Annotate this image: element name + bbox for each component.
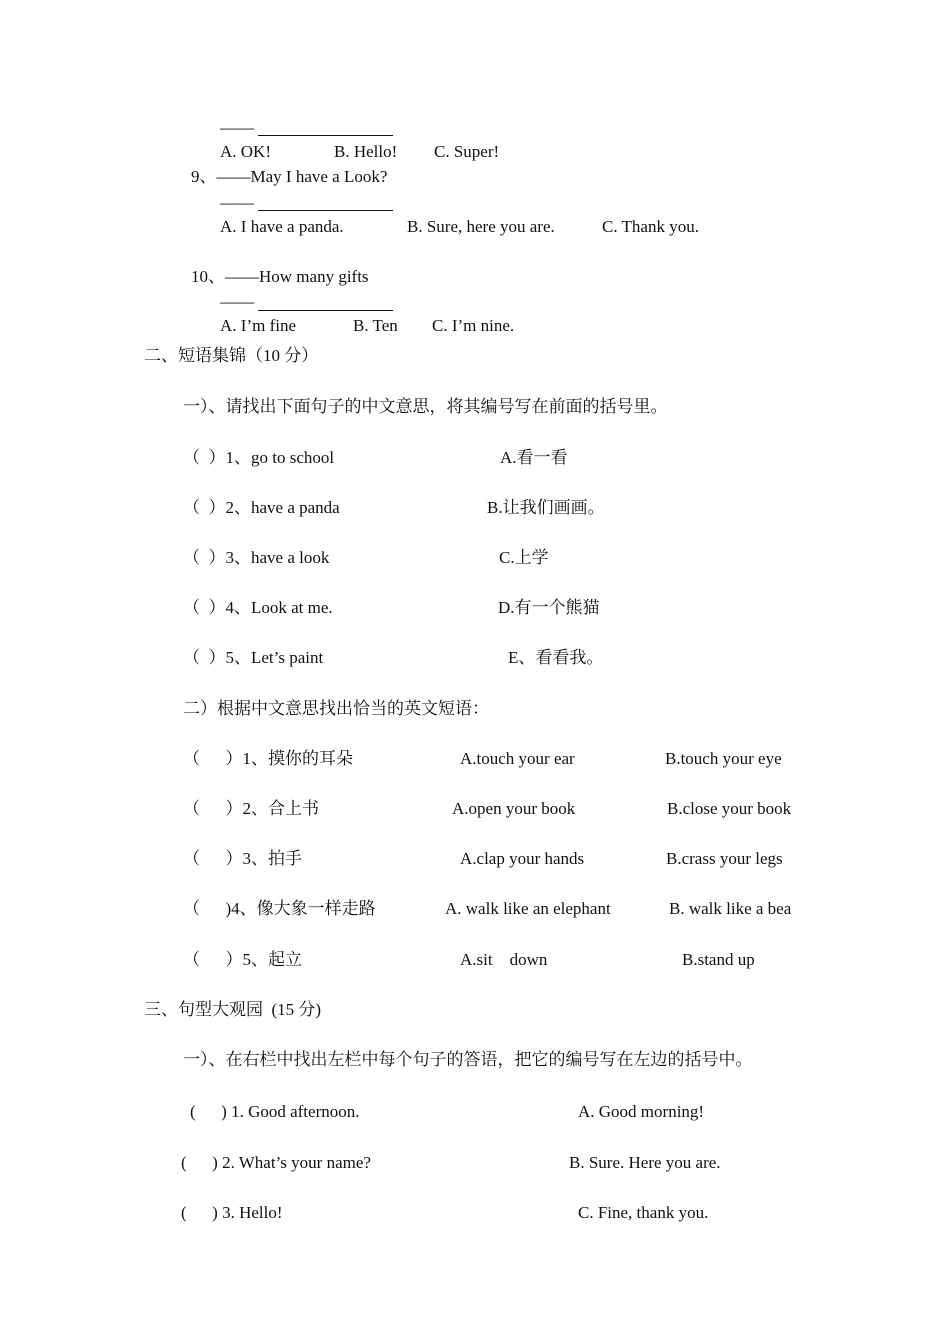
phrase-item-4: （ ）4、Look at me. bbox=[183, 598, 333, 617]
q8-option-a: A. OK! bbox=[220, 142, 271, 161]
section-2-part-2-instruction: 二）根据中文意思找出恰当的英文短语： bbox=[183, 699, 489, 718]
phrase-meaning-b: B.让我们画画。 bbox=[487, 498, 605, 517]
choice-1-option-b: B.touch your eye bbox=[665, 749, 782, 768]
q10-option-b: B. Ten bbox=[353, 316, 398, 335]
q10-answer-blank[interactable] bbox=[258, 310, 393, 311]
choice-5-option-a: A.sit down bbox=[460, 950, 548, 969]
q10-option-a: A. I’m fine bbox=[220, 316, 297, 335]
q9-question: 9、——May I have a Look? bbox=[191, 167, 388, 186]
choice-5-option-b: B.stand up bbox=[682, 950, 755, 969]
reply-option-b: B. Sure. Here you are. bbox=[569, 1153, 721, 1172]
sentence-item-2: ( ) 2. What’s your name? bbox=[181, 1153, 371, 1172]
q9-answer-dash: —— bbox=[220, 193, 254, 212]
choice-item-2: （ ）2、合上书 bbox=[183, 799, 319, 818]
choice-4-option-a: A. walk like an elephant bbox=[445, 899, 611, 918]
q10-option-c: C. I’m nine. bbox=[432, 316, 515, 335]
phrase-meaning-c: C.上学 bbox=[499, 548, 549, 567]
q8-answer-blank[interactable] bbox=[258, 135, 393, 136]
section-2-title: 二、短语集锦（10 分） bbox=[144, 346, 319, 365]
choice-1-option-a: A.touch your ear bbox=[460, 749, 575, 768]
choice-3-option-b: B.crass your legs bbox=[666, 849, 783, 868]
reply-option-c: C. Fine, thank you. bbox=[578, 1203, 709, 1222]
q9-answer-blank[interactable] bbox=[258, 210, 393, 211]
choice-item-5: （ ）5、起立 bbox=[183, 950, 302, 969]
phrase-meaning-e: E、看看我。 bbox=[508, 648, 604, 667]
phrase-meaning-d: D.有一个熊猫 bbox=[498, 598, 600, 617]
q10-answer-dash: —— bbox=[220, 292, 254, 311]
phrase-item-3: （ ）3、have a look bbox=[183, 548, 330, 567]
sentence-item-1: ( ) 1. Good afternoon. bbox=[190, 1102, 360, 1121]
section-3-part-1-instruction: 一）、在右栏中找出左栏中每个句子的答语，把它的编号写在左边的括号中。 bbox=[183, 1050, 753, 1069]
phrase-item-5: （ ）5、Let’s paint bbox=[183, 648, 324, 667]
q10-question: 10、——How many gifts bbox=[191, 267, 369, 286]
choice-2-option-b: B.close your book bbox=[667, 799, 792, 818]
choice-item-3: （ ）3、拍手 bbox=[183, 849, 302, 868]
sentence-item-3: ( ) 3. Hello! bbox=[181, 1203, 283, 1222]
section-3-title: 三、句型大观园 (15 分) bbox=[144, 1000, 322, 1019]
q9-option-c: C. Thank you. bbox=[602, 217, 699, 236]
choice-item-4: （ )4、像大象一样走路 bbox=[183, 899, 376, 918]
phrase-meaning-a: A.看一看 bbox=[500, 448, 568, 467]
choice-3-option-a: A.clap your hands bbox=[460, 849, 585, 868]
q8-answer-dash: —— bbox=[220, 118, 254, 137]
choice-4-option-b: B. walk like a bea bbox=[669, 899, 792, 918]
choice-item-1: （ ）1、摸你的耳朵 bbox=[183, 749, 353, 768]
q8-option-c: C. Super! bbox=[434, 142, 500, 161]
q8-option-b: B. Hello! bbox=[334, 142, 398, 161]
phrase-item-2: （ ）2、have a panda bbox=[183, 498, 340, 517]
q9-option-a: A. I have a panda. bbox=[220, 217, 344, 236]
section-2-part-1-instruction: 一）、请找出下面句子的中文意思，将其编号写在前面的括号里。 bbox=[183, 397, 668, 416]
reply-option-a: A. Good morning! bbox=[578, 1102, 705, 1121]
phrase-item-1: （ ）1、go to school bbox=[183, 448, 335, 467]
q9-option-b: B. Sure, here you are. bbox=[407, 217, 555, 236]
choice-2-option-a: A.open your book bbox=[452, 799, 576, 818]
